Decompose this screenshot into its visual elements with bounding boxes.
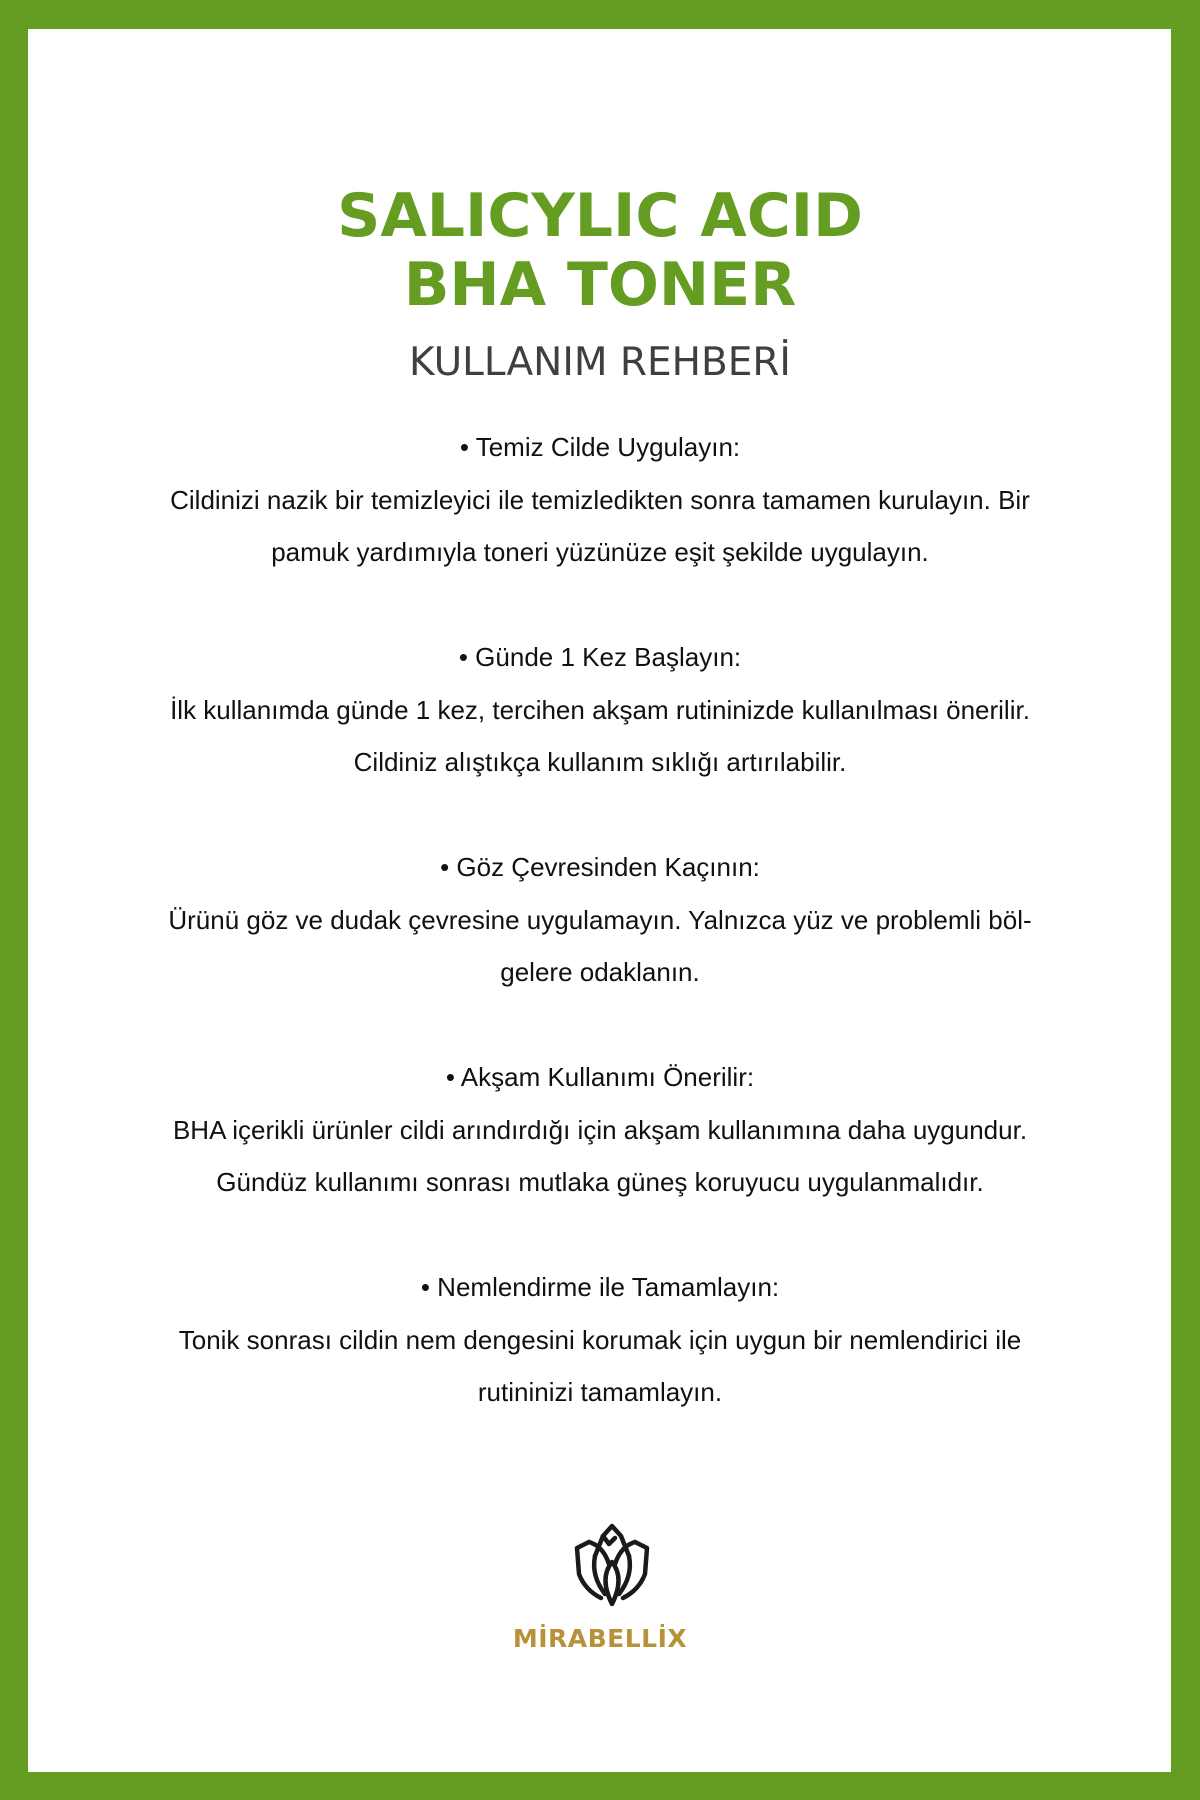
section-heading: • Temiz Cilde Uygulayın:	[459, 432, 741, 462]
title-line-2: BHA TONER	[403, 250, 797, 320]
subtitle: KULLANIM REHBERİ	[409, 340, 791, 385]
section-heading: • Günde 1 Kez Başlayın:	[458, 642, 742, 672]
section-text-line: gelere odaklanın.	[500, 957, 700, 987]
section-4	[0, 1051, 1200, 1209]
section-text-line: pamuk yardımıyla toneri yüzünüze eşit şekilde uygulayın.	[271, 537, 929, 567]
section-text-line: BHA içerikli ürünler cildi arındırdığı için akşam kullanımına daha uygundur.	[172, 1114, 1028, 1145]
section-text-line: Ürünü göz ve dudak çevresine uygulamayın. Yalnızca yüz ve problemli böl-	[168, 904, 1032, 935]
section-heading: • Akşam Kullanımı Önerilir:	[445, 1062, 755, 1092]
section-heading: • Göz Çevresinden Kaçının:	[440, 852, 760, 882]
brand-name: MİRABELLİX	[512, 1624, 688, 1653]
tulip-lotus-logo-icon	[565, 1512, 659, 1610]
section-text-line: Gündüz kullanımı sonrası mutlaka güneş koruyucu uygulanmalıdır.	[216, 1167, 984, 1197]
section-3	[0, 841, 1200, 999]
section-2	[0, 631, 1200, 789]
section-text-line: İlk kullanımda günde 1 kez, tercihen akşam rutininizde kullanılması önerilir.	[170, 694, 1030, 725]
section-text-line: rutininizi tamamlayın.	[477, 1377, 723, 1407]
section-text-line: Tonik sonrası cildin nem dengesini korumak için uygun bir nemlendirici ile	[178, 1324, 1022, 1355]
title-line-1: SALICYLIC ACID	[337, 181, 863, 251]
section-5	[0, 1261, 1200, 1419]
section-text-line: Cildinizi nazik bir temizleyici ile temizledikten sonra tamamen kurulayın. Bir	[170, 484, 1030, 515]
section-text-line: Cildiniz alıştıkça kullanım sıklığı artırılabilir.	[353, 747, 847, 777]
section-1	[0, 421, 1200, 579]
section-heading: • Nemlendirme ile Tamamlayın:	[420, 1272, 780, 1302]
